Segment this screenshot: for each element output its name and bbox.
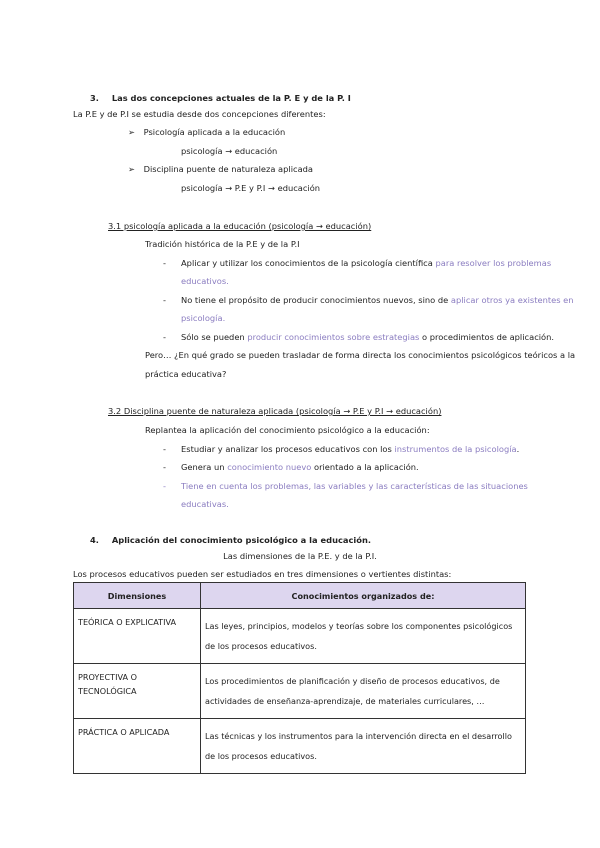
content-cell: Los procedimientos de planificación y diseño de procesos educativos, de actividades de enseñanza-aprendizaje, de materiales curriculares, … <box>201 664 526 719</box>
item-text: Estudiar y analizar los procesos educativos con los <box>181 444 395 454</box>
dimension-cell: TEÓRICA O EXPLICATIVA <box>74 609 201 664</box>
dimension-cell: PRÁCTICA O APLICADA <box>74 719 201 774</box>
arrow-bullet-icon: ➢ <box>128 127 135 137</box>
item-highlight: para resolver los problemas <box>435 258 552 268</box>
dash-icon: - <box>163 444 166 454</box>
item-highlight: instrumentos de la psicología <box>394 444 517 454</box>
bullet-2-label: Disciplina puente de naturaleza aplicada <box>143 164 314 174</box>
subsection-3-1-title: 3.1 psicología aplicada a la educación (psicología → educación) <box>108 221 372 231</box>
section-4-intro: Los procesos educativos pueden ser estudiados en tres dimensiones o vertientes distintas: <box>73 569 452 579</box>
table-header-row <box>74 583 526 609</box>
list-item <box>181 258 551 268</box>
dash-icon: - <box>163 295 166 305</box>
item-text: Genera un <box>181 462 228 472</box>
item-text: Sólo se pueden <box>181 332 248 342</box>
bullet-2-flow: psicología → P.E y P.I → educación <box>181 183 321 193</box>
list-item <box>181 462 419 472</box>
dash-icon: - <box>163 258 166 268</box>
section-3-intro: La P.E y de P.I se estudia desde dos concepciones diferentes: <box>73 109 326 119</box>
dash-icon: - <box>163 481 166 491</box>
list-item <box>181 444 519 454</box>
section-4-heading <box>90 535 371 545</box>
dash-icon: - <box>163 332 166 342</box>
content-cell: Las técnicas y los instrumentos para la intervención directa en el desarrollo de los procesos educativos. <box>201 719 526 774</box>
item-continuation: psicología. <box>181 313 226 323</box>
bullet-1-label: Psicología aplicada a la educación <box>143 127 286 137</box>
section-4-number: 4. <box>90 535 99 545</box>
list-item: Tiene en cuenta los problemas, las variables y las características de las situaciones <box>181 481 528 491</box>
list-item <box>181 332 554 342</box>
subsection-3-2-lead: Replantea la aplicación del conocimiento psicológico a la educación: <box>145 425 430 435</box>
question-line-1: Pero… ¿En qué grado se pueden trasladar de forma directa los conocimientos psicológicos teóricos a la <box>145 350 576 360</box>
table-row <box>74 609 526 664</box>
item-continuation: educativas. <box>181 499 229 509</box>
section-4-subtitle: Las dimensiones de la P.E. y de la P.I. <box>223 551 377 561</box>
item-highlight: aplicar otros ya existentes en <box>450 295 574 305</box>
subsection-3-1-lead: Tradición histórica de la P.E y de la P.I <box>145 239 300 249</box>
header-dimensions: Dimensiones <box>74 583 201 609</box>
bullet-1-flow: psicología → educación <box>181 146 278 156</box>
dash-icon: - <box>163 462 166 472</box>
section-4-title: Aplicación del conocimiento psicológico a la educación. <box>111 535 372 545</box>
content-cell: Las leyes, principios, modelos y teorías sobre los componentes psicológicos de los procesos educativos. <box>201 609 526 664</box>
item-tail: . <box>516 444 520 454</box>
table-row <box>74 664 526 719</box>
subsection-3-2-title: 3.2 Disciplina puente de naturaleza aplicada (psicología → P.E y P.I → educación) <box>108 406 442 416</box>
question-line-2: práctica educativa? <box>145 369 227 379</box>
item-tail: orientado a la aplicación. <box>311 462 419 472</box>
bullet-2 <box>128 164 313 174</box>
bullet-1 <box>128 127 285 137</box>
item-tail: o procedimientos de aplicación. <box>419 332 555 342</box>
item-highlight: conocimiento nuevo <box>227 462 312 472</box>
table-row <box>74 719 526 774</box>
section-3-number: 3. <box>90 93 99 103</box>
item-text: Aplicar y utilizar los conocimientos de la psicología científica <box>181 258 436 268</box>
section-3-heading <box>90 93 351 103</box>
arrow-bullet-icon: ➢ <box>128 164 135 174</box>
item-text: No tiene el propósito de producir conocimientos nuevos, sino de <box>181 295 451 305</box>
dimension-cell: PROYECTIVA O TECNOLÓGICA <box>74 664 201 719</box>
item-continuation: educativos. <box>181 276 229 286</box>
section-3-title: Las dos concepciones actuales de la P. E y de la P. I <box>111 93 351 103</box>
item-highlight: producir conocimientos sobre estrategias <box>247 332 420 342</box>
dimensions-table <box>73 582 526 774</box>
list-item <box>181 295 574 305</box>
header-knowledge: Conocimientos organizados de: <box>201 583 526 609</box>
